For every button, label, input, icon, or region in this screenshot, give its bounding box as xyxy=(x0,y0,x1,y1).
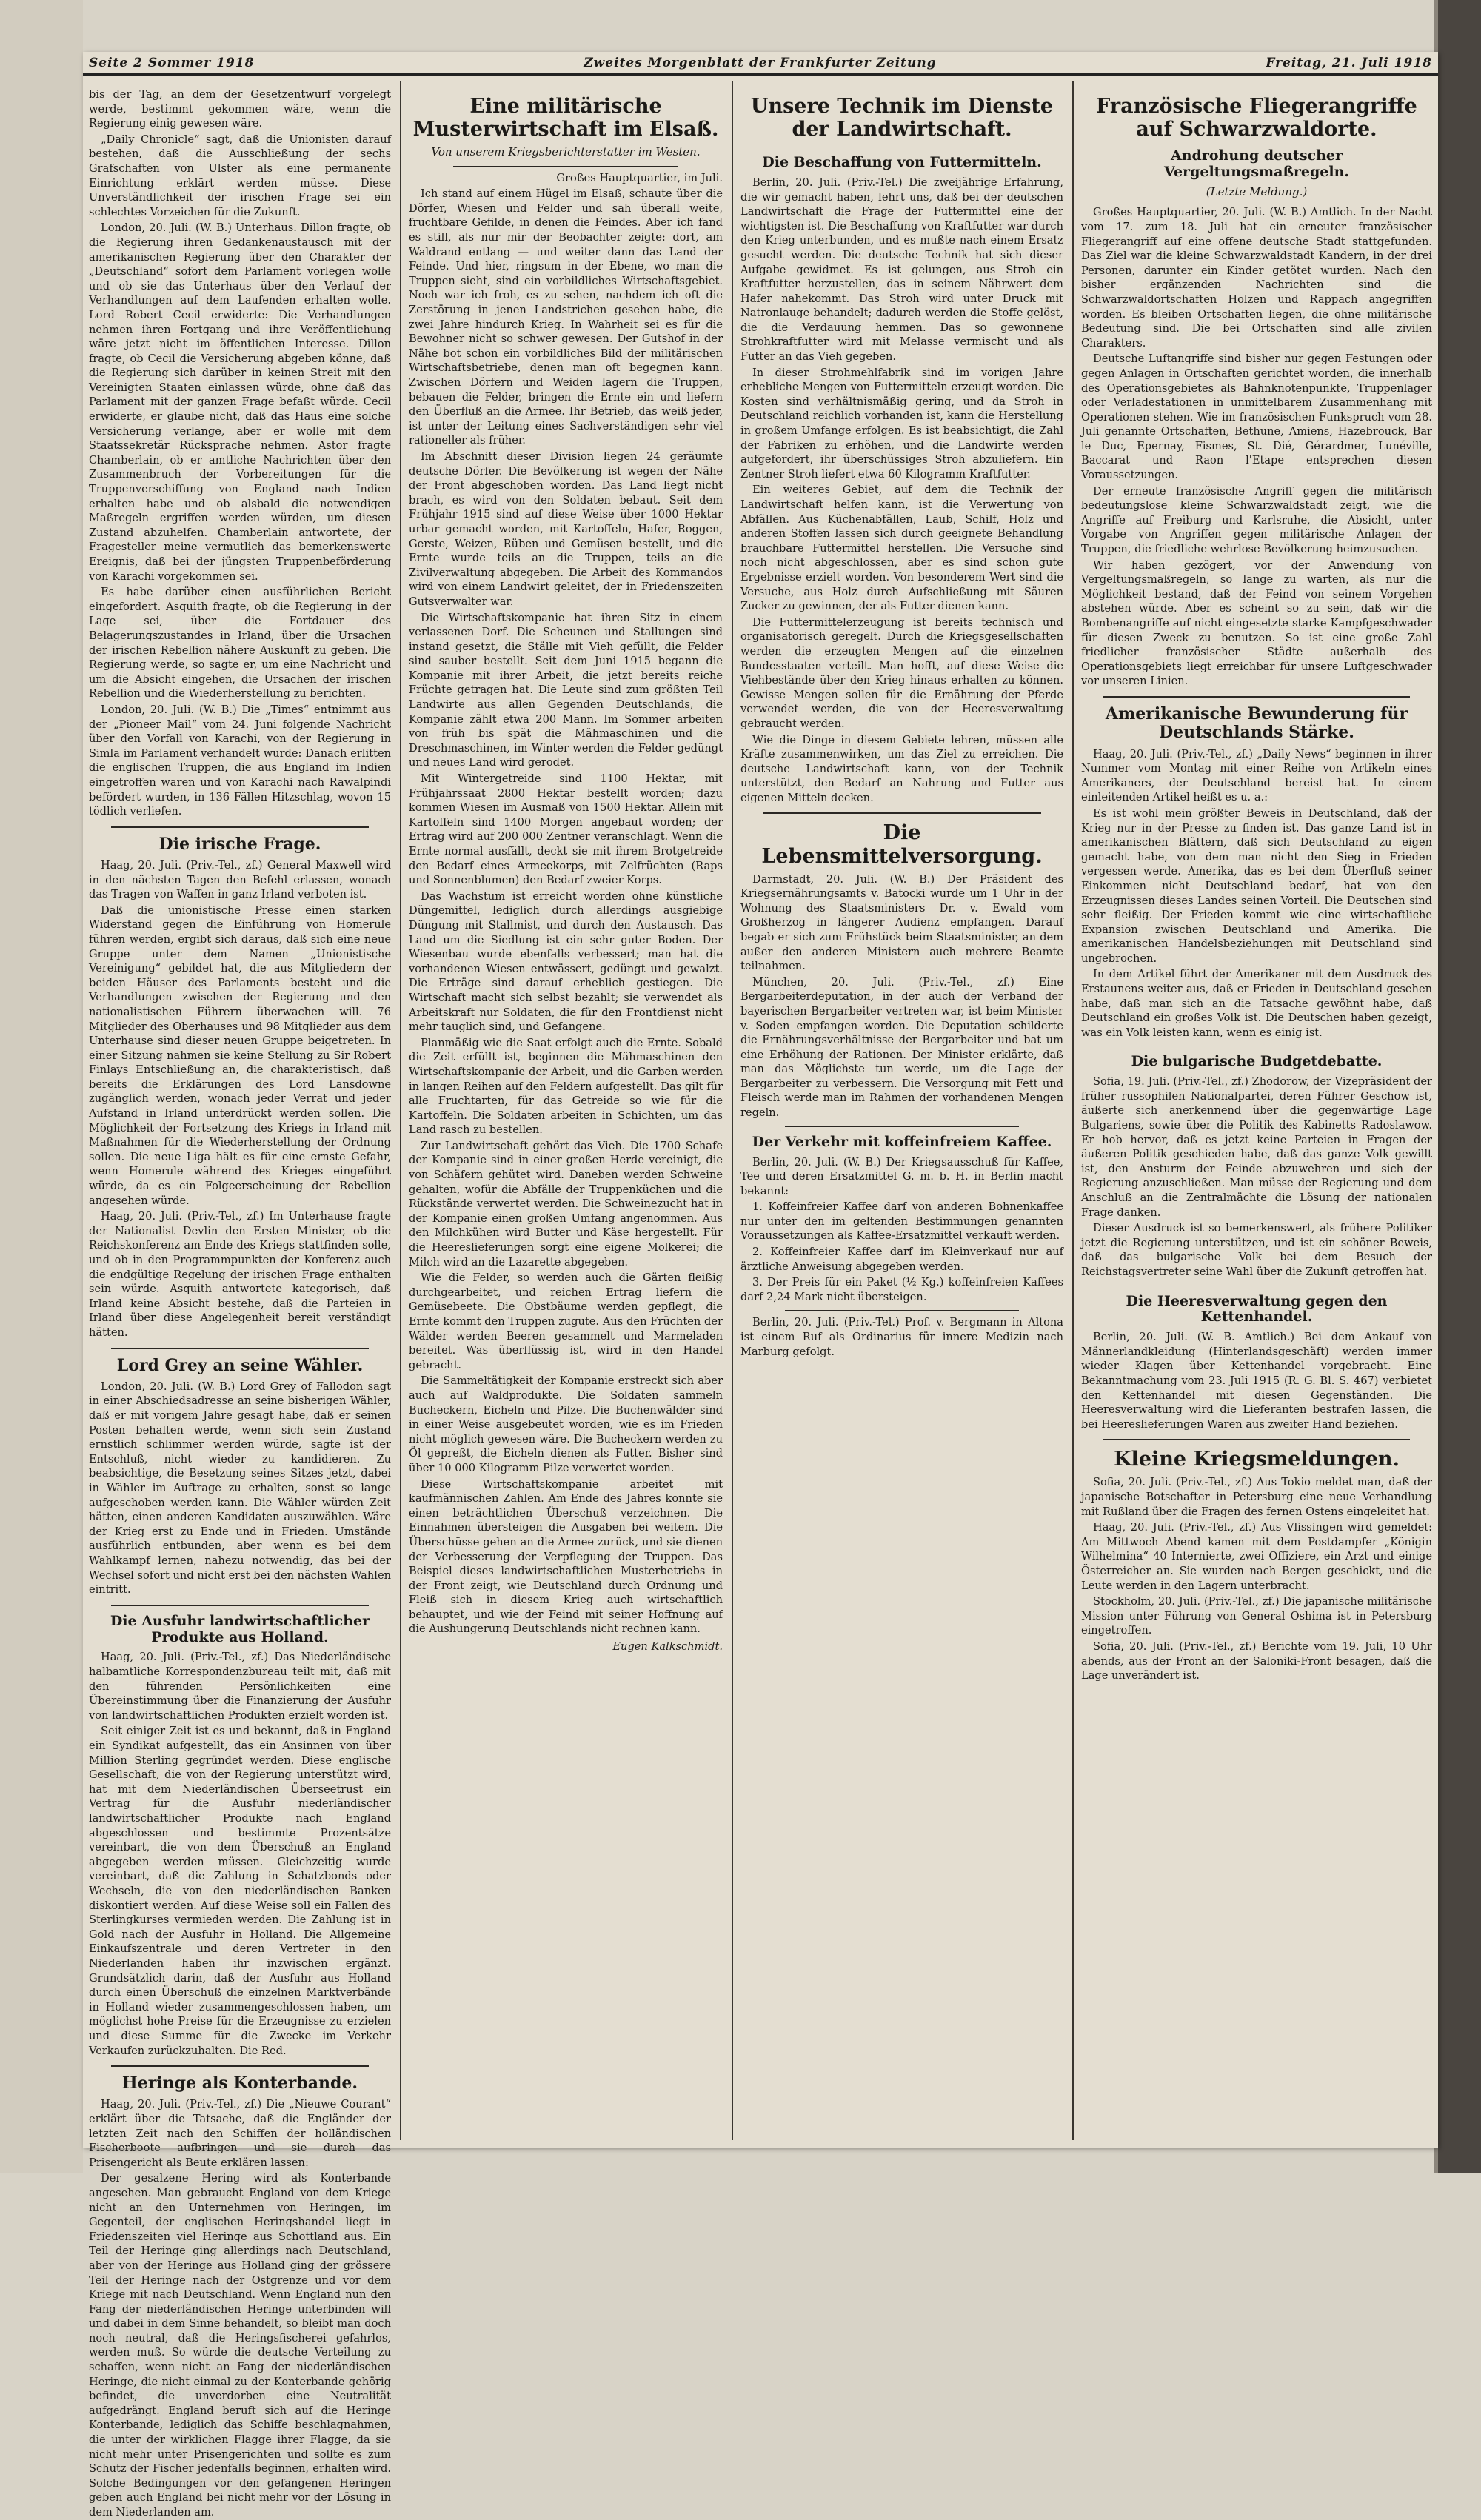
separator xyxy=(111,2065,369,2067)
paragraph: Der erneute französische Angriff gegen die militärisch bedeutungslose kleine Schwarzwaldstadt zeigt, wie die Angriffe auf Freiburg und Karlsruhe, die Absicht, unter Vorgabe von Angriffen gegen militärische Anlagen der Truppen, die friedliche wehrlose Bevölkerung heimzusuchen. xyxy=(1081,484,1432,556)
column-rule xyxy=(400,81,401,2140)
paragraph: Berlin, 20. Juli. (W. B. Amtlich.) Bei dem Ankauf von Männerlandkleidung (Hinterlandsgeschäft) werden immer wieder Klagen über Kettenhandel vorgebracht. Eine Bekanntmachung vom 23. Juli 1915 (R. G. Bl. S. 467) verbietet den Kettenhandel mit diesen Gegenständen. Die Heeresverwaltung wird die Lieferanten bestrafen lassen, die bei Heereslieferungen Waren aus zweiter Hand beziehen. xyxy=(1081,1331,1432,1431)
paragraph: Berlin, 20. Juli. (Priv.-Tel.) Die zweijährige Erfahrung, die wir gemacht haben, lehrt uns, daß bei der deutschen Landwirtschaft die Frage der Futtermittel eine der wichtigsten ist. Die Beschaffung von Kraftfutter war durch den Krieg unterbunden, und es mußte nach einem Ersatz gesucht werden. Die deutsche Technik hat sich dieser Aufgabe gewidmet. Es ist gelungen, aus Stroh ein Kraftfutter herzustellen, das in seinem Nährwert dem Hafer nahekommt. Das Stroh wird unter Druck mit Natronlauge behandelt; dadurch werden die Stoffe gelöst, die die Verdauung hemmen. Das so gewonnene Strohkraftfutter wird mit Melasse vermischt und als Futter an das Vieh gegeben. xyxy=(740,176,1063,364)
subheadline-retaliation: Androhung deutscher Vergeltungsmaßregeln. xyxy=(1163,147,1350,180)
book-spine xyxy=(1438,0,1481,2173)
last-report-note: (Letzte Meldung.) xyxy=(1206,184,1308,198)
paragraph: Deutsche Luftangriffe sind bisher nur gegen Festungen oder gegen Anlagen in Ortschaften gerichtet worden, die innerhalb des Operationsgebietes als Bahnknotenpunkte, Truppenlager oder Verladestationen in unmittelbarem Zusammenhang mit Operationen stehen. Wie im französischen Funkspruch vom 28. Juli genannte Ortschaften, Bethune, Amiens, Hazebrouck, Bar le Duc, Epernay, Fismes, St. Dié, Gérardmer, Lunéville, Baccarat und Raon l'Etape entsprechen diesen Voraussetzungen. xyxy=(1081,352,1432,482)
paragraph: Wie die Felder, so werden auch die Gärten fleißig durchgearbeitet, und reichen Ertrag liefern die Gemüsebeete. Die Obstbäume werden gepflegt, die Ernte kommt den Truppen zugute. Aus den Früchten der Wälder werden Beeren gesammelt und Marmeladen bereitet. Was überflüssig ist, wird in den Handel gebracht. xyxy=(409,1271,723,1371)
subheadline: Von unserem Kriegsberichterstatter im Westen. xyxy=(431,145,701,159)
column-4 xyxy=(1081,87,1432,2139)
paragraph: Sofia, 20. Juli. (Priv.-Tel., zf.) Berichte vom 19. Juli, 10 Uhr abends, aus der Front an der Saloniki-Front besagen, daß die Lage unverändert ist. xyxy=(1081,1640,1432,1682)
paragraph: Zur Landwirtschaft gehört das Vieh. Die 1700 Schafe der Kompanie sind in einer großen Herde vereinigt, die von Schäfern gehütet wird. Daneben werden Schweine gehalten, wofür die Abfälle der Truppenküchen und die Rückstände verwertet werden. Die Schweinezucht hat in der Kompanie einen großen Umfang angenommen. Aus den Milchkühen wird Butter und Käse hergestellt. Für die Heereslieferungen sorgt eine eigene Molkerei; die Milch wird an die Lazarette abgegeben. xyxy=(409,1139,723,1269)
paragraph: Sofia, 19. Juli. (Priv.-Tel., zf.) Zhodorow, der Vizepräsident der früher russophilen Nationalpartei, deren Führer Geschow ist, äußerte sich anerkennend über die gegenwärtige Lage Bulgariens, sowie über die Politik des Kabinetts Radoslawow. Er hob hervor, daß es jetzt keine Parteien in Fragen der äußeren Politik geschieden habe, daß das ganze Volk gewillt ist, den Ansturm der Feinde abzuwehren und sich der Regierung anzuschließen. Man müsse der Regierung und dem Anschluß an die Zentralmächte die Lösung der nationalen Frage danken. xyxy=(1081,1075,1432,1219)
paragraph: Im Abschnitt dieser Division liegen 24 geräumte deutsche Dörfer. Die Bevölkerung ist wegen der Nähe der Front abgeschoben worden. Das Land liegt nicht brach, es wird von den Soldaten bebaut. Seit dem Frühjahr 1915 sind auf diese Weise über 1000 Hektar urbar gemacht worden, mit Kartoffeln, Hafer, Roggen, Gerste, Weizen, Rüben und Gemüsen bestellt, und die Ernte wurde teils an die Truppen, teils an die Zivilverwaltung abgegeben. Die Arbeit des Kommandos wird von einem Landwirt geleitet, der in Friedenszeiten Gutsverwalter war. xyxy=(409,449,723,608)
paragraph: Es habe darüber einen ausführlichen Bericht eingefordert. Asquith fragte, ob die Regierung in der Lage sei, über die Fortdauer des Belagerungszustandes in Irland, über die Ursachen der irischen Rebellion nähere Auskunft zu geben. Die Regierung werde, so sagte er, um eine Nachricht und um die Absicht eingehen, die Ursachen der irischen Rebellion und die Wiederherstellung zu berichten. xyxy=(89,586,391,701)
separator xyxy=(111,826,369,828)
paragraph: Die Futtermittelerzeugung ist bereits technisch und organisatorisch geregelt. Durch die Kriegsgesellschaften werden die erzeugten Mengen auf die einzelnen Bundesstaaten verteilt. Man hofft, auf diese Weise die Viehbestände über den Krieg hinaus erhalten zu können. Gewisse Mengen sollen für die Ernährung der Pferde verwendet werden, die von der Heeresverwaltung gebraucht werden. xyxy=(740,615,1063,730)
headline-technology: Unsere Technik im Dienste der Landwirtschaft. xyxy=(750,95,1054,141)
paragraph: London, 20. Juli. (W. B.) Unterhaus. Dillon fragte, ob die Regierung ihren Gedankenaustausch mit der amerikanischen Regierung über den Charakter der „Deutschland“ sofort dem Parlament vorlegen wolle und ob sie das Unterhaus über den Verlauf der Verhandlungen auf dem Laufenden erhalten wolle. Lord Robert Cecil erwiderte: Die Verhandlungen nehmen ihren Fortgang und ihre Veröffentlichung wäre jetzt nicht im öffentlichen Interesse. Dillon fragte, ob Cecil die Versicherung abgeben könne, daß die Regierung sich darüber in keinen Streit mit den Vereinigten Staaten einlassen würde, ohne daß das Parlament mit der ganzen Frage befaßt würde. Cecil erwiderte, er glaube nicht, daß das Haus eine solche Versicherung verlange, aber er wolle mit dem Staatssekretär Rücksprache nehmen. Astor fragte Chamberlain, ob er amtliche Nachrichten über den Zusammenbruch der Vorbereitungen für die Truppenverschiffung von England nach Indien erhalten habe und ob alsbald die notwendigen Maßregeln ergriffen werden würden, um diesen Zustand abzuhelfen. Chamberlain antwortete, der Fragesteller meine vermutlich das bemerkenswerte Ereignis, daß bei der jüngsten Truppenbeförderung von Karachi vorgekommen sei. xyxy=(89,221,391,583)
paragraph: In dem Artikel führt der Amerikaner mit dem Ausdruck des Erstaunens weiter aus, daß er Frieden in Deutschland gesehen habe, daß man sich an die Tatsache gewöhnt habe, daß Deutschland ein großes Volk ist. Die Deutschen haben gezeigt, was ein Volk leisten kann, wenn es einig ist. xyxy=(1081,968,1432,1039)
subheadline-fodder: Die Beschaffung von Futtermitteln. xyxy=(762,154,1042,171)
paragraph: Haag, 20. Juli. (Priv.-Tel., zf.) Das Niederländische halbamtliche Korrespondenzbureau teilt mit, daß mit den führenden Persönlichkeiten eine Übereinstimmung über die Finanzierung der Ausfuhr von landwirtschaftlichen Produkten erzielt worden ist. xyxy=(89,1651,391,1722)
column-3 xyxy=(740,87,1063,2139)
headline-chain-trade: Die Heeresverwaltung gegen den Kettenhandel. xyxy=(1126,1292,1388,1326)
scan-left-margin xyxy=(0,0,83,2173)
paragraph: Mit Wintergetreide sind 1100 Hektar, mit Frühjahrssaat 2800 Hektar bestellt worden; dazu kommen Wiesen im Ausmaß von 1500 Hektar. Allein mit Kartoffeln sind 1400 Morgen angebaut worden; der Ertrag wird auf 200 000 Zentner veranschlagt. Wenn die Ernte normal ausfällt, deckt sie mit ihrem Brotgetreide den Bedarf eines Armeekorps, mit Zelfrüchten (Raps und Sonnenblumen) den Bedarf zweier Korps. xyxy=(409,772,723,887)
paragraph: Dieser Ausdruck ist so bemerkenswert, als frühere Politiker jetzt die Regierung unterstützen, und ist ein schöner Beweis, daß das bulgarische Volk bei dem Besuch der Reichstagsvertreter seine Wahl über die Zukunft getroffen hat. xyxy=(1081,1222,1432,1278)
author-signature: Eugen Kalkschmidt. xyxy=(612,1640,723,1654)
paragraph: In dieser Strohmehlfabrik sind im vorigen Jahre erhebliche Mengen von Futtermitteln erzeugt worden. Die Kosten sind verhältnismäßig gering, und da Stroh in Deutschland reichlich vorhanden ist, kann die Herstellung in großem Umfange erfolgen. Es ist beabsichtigt, die Zahl der Fabriken zu erhöhen, und die Landwirte werden aufgefordert, ihr überschüssiges Stroh abzuliefern. Ein Zentner Stroh liefert etwa 60 Kilogramm Kraftfutter. xyxy=(740,366,1063,481)
headline-export-holland: Die Ausfuhr landwirtschaftlicher Produkte aus Holland. xyxy=(110,1612,370,1645)
paragraph: Diese Wirtschaftskompanie arbeitet mit kaufmännischen Zahlen. Am Ende des Jahres konnte sie einen beträchtlichen Überschuß verzeichnen. Die Einnahmen übersteigen die Ausgaben bei weitem. Die Überschüsse gehen an die Armee zurück, und sie dienen der Verbesserung der Verpflegung der Truppen. Das Beispiel dieses landwirtschaftlichen Musterbetriebs in der Front zeigt, wie Deutschland durch Ordnung und Fleiß sich in diesem Krieg auch wirtschaftlich behauptet, und wie der Feind mit seiner Hoffnung auf die Aushungerung Deutschlands nicht rechnen kann. xyxy=(409,1477,723,1636)
paragraph: Ein weiteres Gebiet, auf dem die Technik der Landwirtschaft helfen kann, ist die Verwertung von Abfällen. Aus Küchenabfällen, Laub, Schilf, Holz und anderen Stoffen lassen sich durch geeignete Behandlung brauchbare Futtermittel herstellen. Die Versuche sind noch nicht abgeschlossen, aber es sind schon gute Ergebnisse erzielt worden. Von besonderem Wert sind die Versuche, aus Holz durch Aufschließung mit Säuren Zucker zu gewinnen, der als Futter dienen kann. xyxy=(740,484,1063,613)
newspaper-page xyxy=(83,52,1438,2519)
column-2 xyxy=(409,87,723,2139)
header-center: Zweites Morgenblatt der Frankfurter Zeitung xyxy=(584,55,937,70)
paragraph: Wie die Dinge in diesem Gebiete lehren, müssen alle Kräfte zusammenwirken, um das Ziel zu erreichen. Die deutsche Landwirtschaft kann, von der Technik unterstützt, den Bedarf an Nahrung und Futter aus eigenen Mitteln decken. xyxy=(740,733,1063,804)
paragraph: „Daily Chronicle“ sagt, daß die Unionisten darauf bestehen, daß die Ausschließung der sechs Grafschaften von Ulster als eine permanente Einrichtung erklärt werden müsse. Diese Unverständlichkeit der irischen Frage sei ein schlechtes Vorzeichen für die Zukunft. xyxy=(89,133,391,218)
headline-american-admiration: Amerikanische Bewunderung für Deutschlands Stärke. xyxy=(1105,703,1408,743)
paragraph: Das Wachstum ist erreicht worden ohne künstliche Düngemittel, lediglich durch allerdings ausgiebige Düngung mit Stallmist, und durch den Austausch. Das Land um die Siedlung ist ein sehr guter Boden. Der Wiesenbau wurde ebenfalls verbessert; man hat die vorhandenen Wiesen entwässert, gedüngt und gewalzt. Die Erträge sind darauf erheblich gestiegen. Die Wirtschaft macht sich selbst bezahlt; sie verwendet als Arbeitskraft nur Soldaten, die für den Frontdienst nicht mehr tauglich sind, und Gefangene. xyxy=(409,889,723,1034)
separator xyxy=(111,1605,369,1606)
paragraph: Die Sammeltätigkeit der Kompanie erstreckt sich aber auch auf Waldprodukte. Die Soldaten sammeln Bucheckern, Eicheln und Pilze. Die Buchenwälder sind in einer Weise ausgebeutet worden, wie es im Frieden nicht möglich gewesen wäre. Die Bucheckern werden zu Öl gepreßt, die Eicheln dienen als Futter. Bisher sind über 10 000 Kilogramm Pilze verwertet worden. xyxy=(409,1374,723,1474)
paragraph: 1. Koffeinfreier Kaffee darf von anderen Bohnenkaffee nur unter den im geltenden Bestimmungen genannten Voraussetzungen als Kaffee-Ersatzmittel verkauft werden. xyxy=(740,1200,1063,1243)
paragraph: Der gesalzene Hering wird als Konterbande angesehen. Man gebraucht England von dem Kriege nicht an den Unternehmen von Heringen, im Gegenteil, der englischen Heringshandel liegt in Friedenszeiten viel Heringe aus Schottland aus. Ein Teil der Heringe ging allerdings nach Deutschland, aber von der Heringe aus Holland ging der grössere Teil der Heringe nach der Ostgrenze und vor dem Kriege mit nach Deutschland. Wenn England nun den Fang der niederländischen Heringe unterbinden will und dabei in dem Sinne behandelt, so bleibt man doch noch neutral, daß die Heringsfischerei gefahrlos, werden muß. So würde die deutsche Verteilung zu schaffen, wenn nicht an Fang der niederländischen Heringe, die nicht einmal zu der Konterbande gehörig befindet, die unverdorben eine Neutralität aufgedrängt. England beruft sich auf die Heringe Konterbande, lediglich das Schiffe beschlagnahmen, die unter der wirklichen Flagge ihrer Flagge, da sie nicht mehr unter Prisengerichten und sollte es zum Schutz der Fischer jedenfalls beginnen, erhalten wird. Solche Bedingungen vor den gefangenen Heringen geben auch England bei nicht mehr vor der Lösung in dem Niederlanden am. xyxy=(89,2172,391,2519)
headline-air-raids: Französische Fliegerangriffe auf Schwarzwaldorte. xyxy=(1096,95,1417,141)
separator xyxy=(785,1310,1019,1311)
column-rule xyxy=(1072,81,1074,2140)
paragraph: London, 20. Juli. (W. B.) Die „Times“ entnimmt aus der „Pioneer Mail“ vom 24. Juni folgende Nachricht über den Vorfall von Karachi, von der Regierung in Simla im Parlament verhandelt wurde: Danach erlitten die englischen Truppen, die aus England im Indien eingetroffen waren und von Karachi nach Rawalpindi befördert wurden, in 136 Fällen Hitzschlag, wovon 15 tödlich verliefen. xyxy=(89,703,391,818)
dateline: Großes Hauptquartier, im Juli. xyxy=(556,171,723,184)
header-right: Freitag, 21. Juli 1918 xyxy=(1266,55,1432,70)
paragraph: London, 20. Juli. (W. B.) Lord Grey of Fallodon sagt in einer Abschiedsadresse an seine bisherigen Wähler, daß er mit vorigem Jahre gesagt habe, daß er seinen Posten behalten werde, wenn sich sein Zustand ernstlich schlimmer werden würde, sagte ist der Entschluß, nicht wieder zu kandidieren. Zu beabsichtige, die Besetzung seines Sitzes jetzt, dabei in Wähler im Auftrage zu erhalten, sonst so lange aufgeschoben werden kann. Die Wähler würden Zeit hätten, einen anderen Kandidaten auszuwählen. Wäre der Krieg erst zu Ende und in Frieden. Umstände ausführlich entbunden, aber wenn es bei dem Wahlkampf lernen, nahezu notwendig, das bei der Wechsel sofort und nicht erst bei den nächsten Wahlen eintritt. xyxy=(89,1380,391,1597)
paragraph: Haag, 20. Juli. (Priv.-Tel., zf.) Aus Vlissingen wird gemeldet: Am Mittwoch Abend kamen mit dem Postdampfer „Königin Wilhelmina“ 40 Internierte, zwei Offiziere, ein Arzt und einige Österreicher an. Sie wurden nach Bergen geschickt, und die Leute werden in den Lagern unterbracht. xyxy=(1081,1521,1432,1592)
paragraph: bis der Tag, an dem der Gesetzentwurf vorgelegt werde, bestimmt gekommen wäre, wenn die Regierung einig gewesen wäre. xyxy=(89,88,391,130)
headline-bulgarian-budget: Die bulgarische Budgetdebatte. xyxy=(1131,1053,1383,1070)
paragraph: Wir haben gezögert, vor der Anwendung von Vergeltungsmaßregeln, so lange zu warten, als nur die Möglichkeit bestand, daß der Feind von seinem Vorgehen abstehen würde. Aber es scheint so zu sein, daß wir die Bombenangriffe auf nicht eingesetzte starke Kampfgeschwader für diesen Zweck zu benutzen. So ist eine große Zahl friedlicher französischer Städte außerhalb des Operationsgebiets liegt erreichbar für unsere Luftgeschwader vor unseren Linien. xyxy=(1081,558,1432,688)
paragraph: Darmstadt, 20. Juli. (W. B.) Der Präsident des Kriegsernährungsamts v. Batocki wurde um 1 Uhr in der Wohnung des Staatsministers Dr. v. Ewald vom Großherzog in längerer Audienz empfangen. Darauf begab er sich zum Frühstück beim Staatsminister, an dem außer den anderen Ministern auch mehrere Beamte teilnahmen. xyxy=(740,872,1063,973)
paragraph: Ich stand auf einem Hügel im Elsaß, schaute über die Dörfer, Wiesen und Felder und sah überall weite, fruchtbare Gefilde, in denen die Feindes. Aber ich fand es still, als nur mir der Beobachter zeigte: dort, am Waldrand entlang — und weiter dann das Land der Feinde. Und hier, ringsum in der Ebene, wo man die Truppen sieht, sind ein vorbildliches Wirtschaftsgebiet. Noch war ich froh, es zu sehen, nachdem ich oft die Zerstörung in jenen Landstrichen gesehen habe, die zwei Jahre hindurch Krieg. In Wahrheit sei es für die Bewohner nicht so schwer gewesen. Der Gutshof in der Nähe bot schon ein vorbildliches Bild der militärischen Wirtschaftsbetriebe, denen man oft begegnen kann. Zwischen Dörfern und Weiden lagern die Truppen, bebauen die Felder, bringen die Ernte ein und liefern den Überfluß an die Armee. Ihr Betrieb, das weiß jeder, ist unter der Leitung eines Sachverständigen sehr viel rationeller als früher. xyxy=(409,187,723,447)
paragraph: München, 20. Juli. (Priv.-Tel., zf.) Eine Bergarbeiterdeputation, in der auch der Verband der bayerischen Bergarbeiter vertreten war, ist beim Minister v. Soden empfangen worden. Die Deputation schilderte die Ernährungsverhältnisse der Bergarbeiter und bat um eine Erhöhung der Rationen. Der Minister erklärte, daß man das Möglichste tun werde, um die Lage der Bergarbeiter zu verbessern. Die Versorgung mit Fett und Fleisch werde man im Rahmen der vorhandenen Mengen regeln. xyxy=(740,975,1063,1120)
separator xyxy=(1103,696,1410,698)
column-1 xyxy=(89,87,391,2519)
paragraph: Daß die unionistische Presse einen starken Widerstand gegen die Einführung von Homerule führen werden, ergibt sich daraus, daß sich eine neue Gruppe unter dem Namen „Unionistische Vereinigung“ gebildet hat, die aus Mitgliedern der beiden Häuser des Parlaments besteht und die Verhandlungen zwischen der Regierung und den nationalistischen Führern überwachen will. 76 Mitglieder des Oberhauses und 98 Mitglieder aus dem Unterhause sind dieser neuen Gruppe beigetreten. In einer Sitzung nahmen sie keine Stellung zu Sir Robert Finlays Entschließung an, die charakteristisch, daß bereits die Erklärungen des Lord Lansdowne zugänglich werden, wonach jeder Verrat und jeder Aufstand in Irland unterdrückt werden sollen. Die Möglichkeit der Fortsetzung des Kriegs in Irland mit Maßnahmen für die Wiederherstellung der Ordnung sollen. Die neue Liga hält es für eine ernste Gefahr, wenn Homerule während des Krieges eingeführt würde, da es ein Folgeerscheinung der Rebellion angesehen würde. xyxy=(89,903,391,1207)
headline-food-supply: Die Lebensmittelversorgung. xyxy=(761,821,1043,868)
paragraph: Stockholm, 20. Juli. (Priv.-Tel., zf.) Die japanische militärische Mission unter Führung von General Oshima ist in Petersburg eingetroffen. xyxy=(1081,1595,1432,1637)
separator xyxy=(111,1348,369,1349)
paragraph: Die Wirtschaftskompanie hat ihren Sitz in einem verlassenen Dorf. Die Scheunen und Stallungen sind instand gesetzt, die Ställe mit Vieh gefüllt, die Felder sind sauber bestellt. Seit dem Juni 1915 begann die Kompanie mit ihrer Arbeit, die jetzt bereits reiche Früchte getragen hat. Die Leute sind zum größten Teil Landwirte aus allen Gegenden Deutschlands, die Kompanie zählt etwa 200 Mann. Im Sommer arbeiten von früh bis spät die Mähmaschinen und die Dreschmaschinen, im Winter werden die Felder gedüngt und neues Land wird gerodet. xyxy=(409,611,723,769)
paragraph: Haag, 20. Juli. (Priv.-Tel., zf.) General Maxwell wird in den nächsten Tagen den Befehl erlassen, wonach das Tragen von Waffen in ganz Irland verboten ist. xyxy=(89,858,391,901)
paragraph: Berlin, 20. Juli. (Priv.-Tel.) Prof. v. Bergmann in Altona ist einem Ruf als Ordinarius für innere Medizin nach Marburg gefolgt. xyxy=(740,1316,1063,1358)
paragraph: Haag, 20. Juli. (Priv.-Tel., zf.) „Daily News“ beginnen in ihrer Nummer vom Montag mit einer Reihe von Artikeln eines Amerikaners, der Deutschland bereist hat. In einem einleitenden Artikel heißt es u. a.: xyxy=(1081,747,1432,804)
paragraph: 2. Koffeinfreier Kaffee darf im Kleinverkauf nur auf ärztliche Anweisung abgegeben werden. xyxy=(740,1246,1063,1273)
separator xyxy=(763,812,1041,814)
separator xyxy=(453,166,678,167)
page-header xyxy=(83,52,1438,76)
paragraph: Haag, 20. Juli. (Priv.-Tel., zf.) Die „Nieuwe Courant“ erklärt über die Tatsache, daß die Engländer der letzten Zeit nach den Schiffen der holländischen Fischerboote aufbringen und sie durch das Prisengericht als Beute erklären lassen: xyxy=(89,2098,391,2169)
header-left: Seite 2 Sommer 1918 xyxy=(89,55,255,70)
paragraph: 3. Der Preis für ein Paket (½ Kg.) koffeinfreien Kaffees darf 2,24 Mark nicht übersteigen. xyxy=(740,1276,1063,1303)
separator xyxy=(1103,1439,1410,1440)
paragraph: Haag, 20. Juli. (Priv.-Tel., zf.) Im Unterhause fragte der Nationalist Devlin den Ersten Minister, ob die Reichskonferenz am Ende des Kriegs stattfinden solle, und ob in den Programmpunkten der Konferenz auch die endgültige Regelung der irischen Frage enthalten sein würde. Asquith antwortete kategorisch, daß Irland keine Absicht bestehe, daß die Parteien in Irland über diese Angelegenheit bereit verständigt hätten. xyxy=(89,1210,391,1339)
paragraph: Großes Hauptquartier, 20. Juli. (W. B.) Amtlich. In der Nacht vom 17. zum 18. Juli hat ein erneuter französischer Fliegerangriff auf eine offene deutsche Stadt stattgefunden. Das Ziel war die kleine Schwarzwaldstadt Kandern, in der drei Personen, darunter ein Kinder getötet wurden. Nach den bisher ergänzenden Nachrichten sind die Schwarzwaldortschaften Holzen und Rappach angegriffen worden. Es bleiben Ortschaften liegen, die ohne militärische Bedeutung sind. Die bei Ortschaften sind alle zivilen Charakters. xyxy=(1081,206,1432,350)
headline-lord-grey: Lord Grey an seine Wähler. xyxy=(116,1355,364,1375)
headline-model-farm: Eine militärische Musterwirtschaft im Elsaß. xyxy=(412,95,719,141)
headline-war-reports: Kleine Kriegsmeldungen. xyxy=(1114,1448,1400,1471)
separator xyxy=(785,1126,1019,1127)
column-rule xyxy=(732,81,733,2140)
headline-herring: Heringe als Konterbande. xyxy=(121,2073,358,2093)
headline-decaf-coffee: Der Verkehr mit koffeinfreiem Kaffee. xyxy=(752,1133,1052,1150)
paragraph: Es ist wohl mein größter Beweis in Deutschland, daß der Krieg nur in der Presse zu finden ist. Das ganze Land ist in amerikanischen Blättern, daß sich Deutschland zu eigen gemacht habe, von dem man nicht den Sieg in Frieden vergessen werde. Amerika, das es bei dem Überfluß seiner Einkommen nicht Deutschland bedarf, hat von den Erzeugnissen dieses Landes seinen Vorteil. Die Deutschen sind sehr fleißig. Der Frieden kommt wie eine wirtschaftliche Expansion zwischen Deutschland und Amerika. Die amerikanischen Handelsbeziehungen mit Deutschland sind ungebrochen. xyxy=(1081,806,1432,965)
headline-irish-question: Die irische Frage. xyxy=(158,834,321,854)
paragraph: Planmäßig wie die Saat erfolgt auch die Ernte. Sobald die Zeit erfüllt ist, beginnen die Mähmaschinen den Wirtschaftskompanie der Arbeit, und die Garben werden in langen Reihen auf den Feldern aufgestellt. Das gilt für alle Fruchtarten, für das Getreide so wie für die Kartoffeln. Die Soldaten arbeiten in Schichten, um das Land rasch zu bestellen. xyxy=(409,1036,723,1137)
paragraph: Seit einiger Zeit ist es und bekannt, daß in England ein Syndikat aufgestellt, das ein Ansinnen von über Million Sterling gegründet werden. Diese englische Gesellschaft, die von der Regierung unterstützt wird, hat mit dem Niederländischen Überseetrust ein Vertrag für die Ausfuhr niederländischer landwirtschaftlicher Produkte nach England abgeschlossen und bestimmte Prozentsätze vereinbart, die von dem Überschuß an England abgegeben werden müssen. Gleichzeitig wurde vereinbart, daß die Zahlung in Schatzbonds oder Wechseln, die von den niederländischen Banken diskontiert werden. Auf diese Weise soll ein Fallen des Sterlingkurses vermieden werden. Die Zahlung ist in Gold nach der Ausfuhr in Holland. Die Allgemeine Einkaufszentrale und deren Vertreter in den Niederlanden haben ihr inzwischen ergänzt. Grundsätzlich darin, daß der Ausfuhr aus Holland durch einen Überschuß die einzelnen Marktverbände in Holland wieder zusammengeschlossen haben, um möglichst hohe Preise für die Erzeugnisse zu erzielen und diese Summe für die Zwecke im Verkehr Verkaufen zurückzuhalten. Die Red. xyxy=(89,1725,391,2057)
paragraph: Berlin, 20. Juli. (W. B.) Der Kriegsausschuß für Kaffee, Tee und deren Ersatzmittel G. m. b. H. in Berlin macht bekannt: xyxy=(740,1155,1063,1197)
paragraph: Sofia, 20. Juli. (Priv.-Tel., zf.) Aus Tokio meldet man, daß der japanische Botschafter in Petersburg eine neue Verhandlung mit Rußland über die Fragen des fernen Ostens eingeleitet hat. xyxy=(1081,1476,1432,1518)
